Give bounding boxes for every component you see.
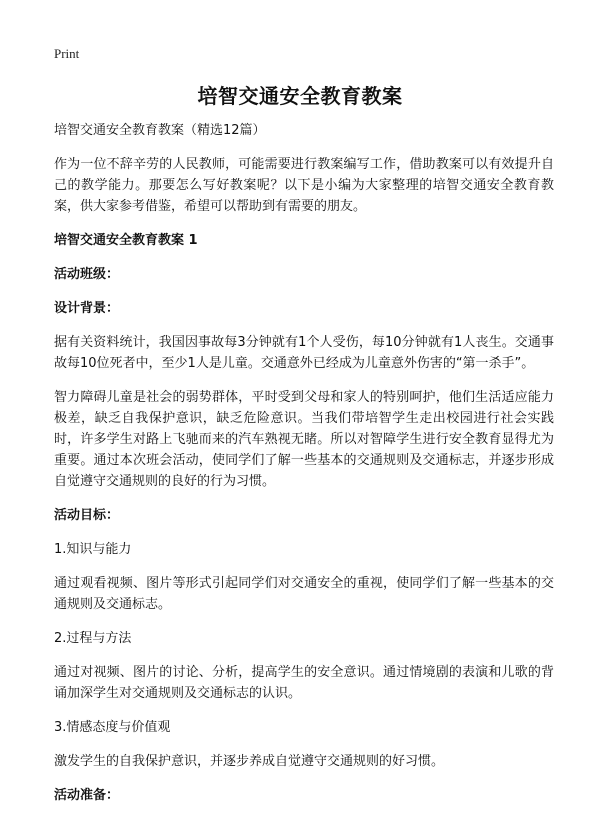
class-heading: 活动班级： <box>54 267 120 282</box>
goal-3-title: 3.情感态度与价值观 <box>54 720 171 735</box>
goal-1-title: 1.知识与能力 <box>54 542 132 557</box>
goal-1-text: 通过观看视频、图片等形式引起同学们对交通安全的重视，使同学们了解一些基本的交通规则及交通标志。 <box>54 576 554 612</box>
goal-2-text: 通过对视频、图片的讨论、分析，提高学生的安全意识。通过情境剧的表演和儿歌的背诵加深学生对交通规则及交通标志的认识。 <box>54 665 554 701</box>
section-title: 培智交通安全教育教案 1 <box>54 233 198 248</box>
document-subtitle: 培智交通安全教育教案（精选12篇） <box>54 123 266 138</box>
document-title: 培智交通安全教育教案 <box>197 84 403 108</box>
goals-heading: 活动目标： <box>54 508 120 523</box>
document-body <box>54 120 554 819</box>
prep-heading: 活动准备： <box>54 788 120 803</box>
background-heading: 设计背景： <box>54 301 120 316</box>
intro-paragraph: 作为一位不辞辛劳的人民教师，可能需要进行教案编写工作，借助教案可以有效提升自己的教学能力。那要怎么写好教案呢？以下是小编为大家整理的培智交通安全教育教案，供大家参考借鉴，希望可以帮助到有需要的朋友。 <box>54 157 554 214</box>
goal-2-title: 2.过程与方法 <box>54 631 132 646</box>
goal-3-text: 激发学生的自我保护意识，并逐步养成自觉遵守交通规则的好习惯。 <box>54 754 445 769</box>
print-link[interactable]: Print <box>54 46 80 61</box>
background-paragraph-1: 据有关资料统计，我国因事故每3分钟就有1个人受伤，每10分钟就有1人丧生。交通事故每10位死者中，至少1人是儿童。交通意外已经成为儿童意外伤害的“第一杀手”。 <box>54 335 554 371</box>
background-paragraph-2: 智力障碍儿童是社会的弱势群体，平时受到父母和家人的特别呵护，他们生活适应能力极差，缺乏自我保护意识，缺乏危险意识。当我们带培智学生走出校园进行社会实践时，许多学生对路上飞驰而来的汽车熟视无睹。所以对智障学生进行安全教育显得尤为重要。通过本次班会活动，使同学们了解一些基本的交通规则及交通标志，并逐步形成自觉遵守交通规则的良好的行为习惯。 <box>54 390 554 489</box>
